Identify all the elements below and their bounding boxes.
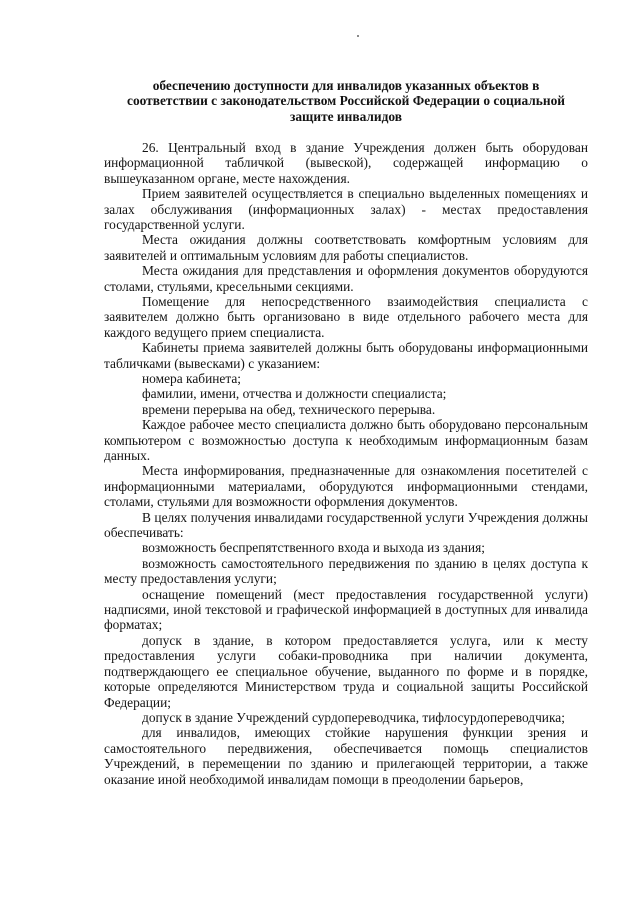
list-item: допуск в здание, в котором предоставляется услуга, или к месту предоставления услуги собаки-проводника при наличии документа, подтверждающего ее специальное обучение, выданного по форме и в порядке, которые определяются Министерством труда и социальной защиты Российской Федерации;	[104, 632, 588, 710]
paragraph-disabled-access: В целях получения инвалидами государственной услуги Учреждения должны обеспечивать:	[104, 509, 588, 541]
paragraph-reception: Прием заявителей осуществляется в специально выделенных помещениях и залах обслуживания (информационных залах) - местах предоставления государственной услуги.	[104, 186, 588, 232]
list-item: возможность беспрепятственного входа и выхода из здания;	[142, 540, 485, 556]
paragraph-waiting-comfort: Места ожидания должны соответствовать комфортным условиям для заявителей и оптимальным условиям для работы специалистов.	[104, 232, 588, 263]
paragraph-waiting-equipment: Места ожидания для представления и оформления документов оборудуются столами, стульями, кресельными секциями.	[104, 263, 588, 294]
paragraph-workplace: Помещение для непосредственного взаимодействия специалиста с заявителем должно быть организовано в виде отдельного рабочего места для каждого ведущего прием специалиста.	[104, 293, 588, 340]
heading-line: обеспечению доступности для инвалидов указанных объектов в	[152, 78, 540, 93]
heading-line: защите инвалидов	[289, 108, 403, 124]
paragraph-cabinets: Кабинеты приема заявителей должны быть оборудованы информационными табличками (вывесками) с указанием:	[104, 340, 588, 371]
list-item: оснащение помещений (мест предоставления государственной услуги) надписями, иной текстовой и графической информацией в доступных для инвалида форматах;	[104, 586, 588, 633]
paragraph-26-entrance: 26. Центральный вход в здание Учреждения должен быть оборудован информационной табличкой (вывеской), содержащей информацию о вышеуказанном органе, месте нахождения.	[104, 139, 588, 186]
list-item: номера кабинета;	[142, 370, 242, 386]
section-heading	[104, 78, 588, 124]
list-item: времени перерыва на обед, технического перерыва.	[142, 401, 436, 417]
list-item: возможность самостоятельного передвижения по зданию в целях доступа к месту предоставления услуги;	[104, 555, 588, 587]
paragraph-info-places: Места информирования, предназначенные для ознакомления посетителей с информационными материалами, оборудуются информационными стендами, столами, стульями для возможности оформления документов.	[104, 463, 588, 510]
list-item: допуск в здание Учреждений сурдопереводчика, тифлосурдопереводчика;	[142, 709, 565, 725]
document-body	[104, 140, 588, 787]
document-page	[104, 78, 588, 787]
scan-speck	[357, 35, 359, 37]
heading-line: соответствии с законодательством Российской Федерации о социальной	[127, 93, 565, 109]
list-item: фамилии, имени, отчества и должности специалиста;	[142, 386, 447, 402]
paragraph-computer: Каждое рабочее место специалиста должно быть оборудовано персональным компьютером с возможностью доступа к необходимым информационным базам данных.	[104, 417, 588, 464]
list-item: для инвалидов, имеющих стойкие нарушения функции зрения и самостоятельного передвижения, обеспечивается помощь специалистов Учреждений, в перемещении по зданию и прилегающей территории, а также оказание иной необходимой инвалидам помощи в преодолении барьеров,	[104, 725, 588, 787]
